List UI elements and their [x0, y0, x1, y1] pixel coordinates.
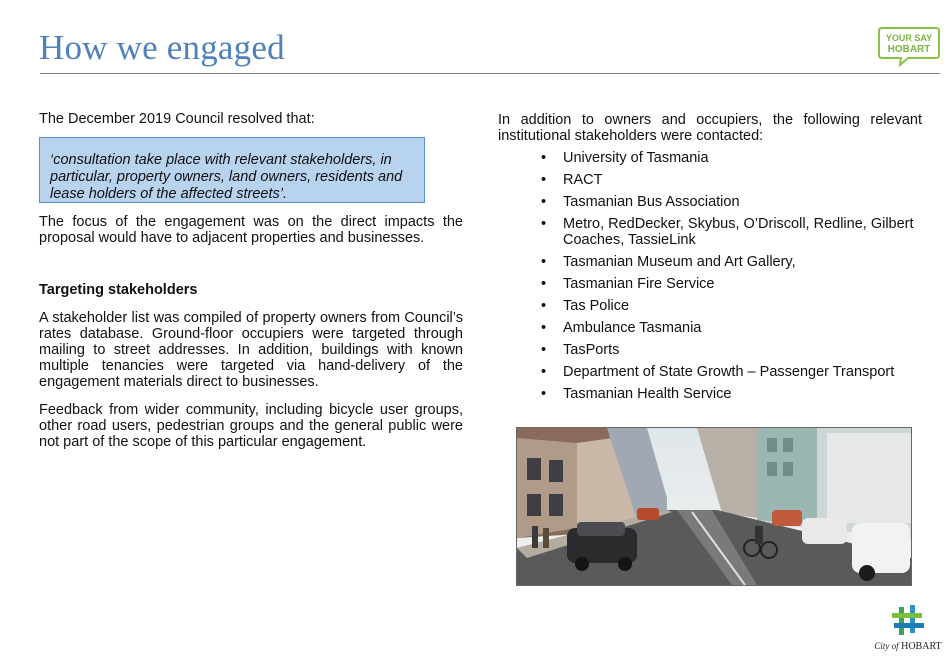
bullet: • [541, 172, 547, 188]
your-say-hobart-logo [878, 25, 940, 67]
list-item: • Tas Police [541, 298, 630, 314]
bullet: • [541, 320, 547, 336]
bullet: • [541, 150, 547, 166]
list-item: • Department of State Growth – Passenger Transport [541, 364, 895, 380]
section-heading: Targeting stakeholders [39, 282, 198, 298]
bullet: • [541, 194, 547, 210]
list-item: • Tasmanian Health Service [541, 386, 732, 402]
stakeholder-list [498, 150, 922, 402]
resolution-intro: The December 2019 Council resolved that: [39, 111, 315, 127]
right-column [498, 112, 922, 408]
street-rendering-image [516, 427, 912, 586]
institutional-intro: In addition to owners and occupiers, the following relevant institutional stakeholders were contacted: [498, 112, 922, 144]
page-title: How we engaged [39, 28, 285, 67]
bullet: • [541, 254, 547, 270]
list-item: • TasPorts [541, 342, 620, 358]
bullet: • [541, 276, 547, 292]
list-item: • RACT [541, 172, 603, 188]
city-of-hobart-wordmark: City of HOBART [874, 641, 942, 652]
scope-paragraph: Feedback from wider community, including bicycle user groups, other road users, pedestrian groups and the general public were not part of the scope of this particular engagement. [39, 402, 463, 450]
hobart-emblem-icon [872, 603, 944, 639]
title-divider [40, 73, 940, 74]
street-scene [517, 428, 911, 585]
bullet: • [541, 364, 547, 380]
stakeholder-list-paragraph: A stakeholder list was compiled of property owners from Council’s rates database. Ground-floor occupiers were targeted through mailing to street addresses. In addition, buildings with known multiple tenancies were targeted via hand-delivery of the engagement materials direct to businesses. [39, 310, 463, 390]
bullet: • [541, 216, 547, 232]
bullet: • [541, 386, 547, 402]
list-item: • Tasmanian Bus Association [541, 194, 740, 210]
list-item: • Ambulance Tasmania [541, 320, 702, 336]
bullet: • [541, 298, 547, 314]
left-column [39, 111, 463, 450]
list-item: • University of Tasmania [541, 150, 709, 166]
bullet: • [541, 342, 547, 358]
logo-line1: YOUR SAY [885, 33, 933, 43]
logo-line2: HOBART [887, 44, 931, 55]
city-of-hobart-logo [872, 603, 944, 653]
list-item: • Tasmanian Fire Service [541, 276, 715, 292]
resolution-quote: ‘consultation take place with relevant stakeholders, in particular, property owners, land owners, residents and lease holders of the affected streets’. [39, 137, 425, 203]
focus-paragraph: The focus of the engagement was on the direct impacts the proposal would have to adjacent properties and businesses. [39, 214, 463, 246]
list-item: • Tasmanian Museum and Art Gallery, [541, 254, 796, 270]
list-item: • Metro, RedDecker, Skybus, O’Driscoll, Redline, Gilbert Coaches, TassieLink [541, 216, 914, 248]
